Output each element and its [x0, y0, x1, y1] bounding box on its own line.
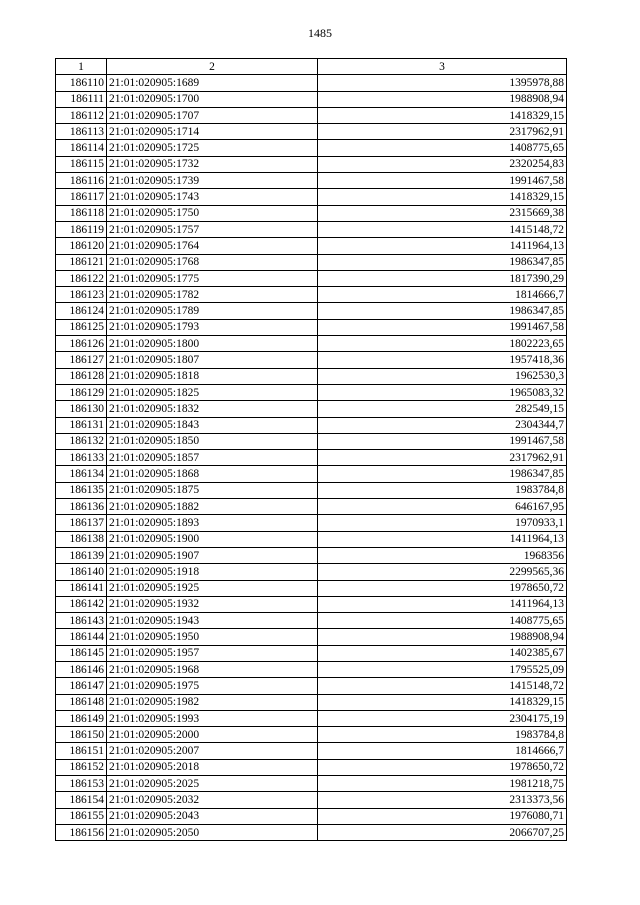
- row-number-cell: 186111: [56, 91, 107, 107]
- row-number-cell: 186115: [56, 156, 107, 172]
- value-cell: 1968356: [318, 547, 567, 563]
- row-number-cell: 186130: [56, 401, 107, 417]
- row-number-cell: 186121: [56, 254, 107, 270]
- row-number-cell: 186141: [56, 580, 107, 596]
- header-row: [56, 59, 567, 75]
- cadastral-number-cell: 21:01:020905:1982: [107, 694, 318, 710]
- cadastral-number-cell: 21:01:020905:1700: [107, 91, 318, 107]
- value-cell: 1983784,8: [318, 727, 567, 743]
- cadastral-number-cell: 21:01:020905:1975: [107, 678, 318, 694]
- value-cell: 282549,15: [318, 401, 567, 417]
- row-number-cell: 186132: [56, 433, 107, 449]
- value-cell: 1962530,3: [318, 368, 567, 384]
- table-row: [56, 564, 567, 580]
- value-cell: 1411964,13: [318, 596, 567, 612]
- cadastral-number-cell: 21:01:020905:1893: [107, 515, 318, 531]
- cadastral-number-cell: 21:01:020905:1882: [107, 499, 318, 515]
- cadastral-number-cell: 21:01:020905:1932: [107, 596, 318, 612]
- table-row: [56, 710, 567, 726]
- cadastral-number-cell: 21:01:020905:1775: [107, 270, 318, 286]
- cadastral-number-cell: 21:01:020905:1764: [107, 238, 318, 254]
- value-cell: 1402385,67: [318, 645, 567, 661]
- value-cell: 1981218,75: [318, 776, 567, 792]
- value-cell: 1418329,15: [318, 189, 567, 205]
- row-number-cell: 186110: [56, 75, 107, 91]
- cadastral-number-cell: 21:01:020905:1832: [107, 401, 318, 417]
- value-cell: 1408775,65: [318, 613, 567, 629]
- table-row: [56, 368, 567, 384]
- table-row: [56, 352, 567, 368]
- table-row: [56, 596, 567, 612]
- value-cell: 2320254,83: [318, 156, 567, 172]
- row-number-cell: 186144: [56, 629, 107, 645]
- table-row: [56, 319, 567, 335]
- cadastral-number-cell: 21:01:020905:1925: [107, 580, 318, 596]
- table-row: [56, 531, 567, 547]
- value-cell: 1986347,85: [318, 254, 567, 270]
- table-header: [56, 59, 567, 75]
- table-row: [56, 124, 567, 140]
- value-cell: 2315669,38: [318, 205, 567, 221]
- column-header-1: 1: [56, 59, 107, 75]
- table-row: [56, 466, 567, 482]
- value-cell: 1983784,8: [318, 482, 567, 498]
- row-number-cell: 186137: [56, 515, 107, 531]
- table-row: [56, 515, 567, 531]
- table-row: [56, 107, 567, 123]
- cadastral-number-cell: 21:01:020905:2050: [107, 824, 318, 840]
- row-number-cell: 186136: [56, 499, 107, 515]
- row-number-cell: 186129: [56, 384, 107, 400]
- value-cell: 1408775,65: [318, 140, 567, 156]
- column-header-2: 2: [107, 59, 318, 75]
- cadastral-number-cell: 21:01:020905:1793: [107, 319, 318, 335]
- cadastral-number-cell: 21:01:020905:1843: [107, 417, 318, 433]
- table-row: [56, 254, 567, 270]
- table-row: [56, 91, 567, 107]
- table-row: [56, 401, 567, 417]
- table-row: [56, 678, 567, 694]
- table-row: [56, 694, 567, 710]
- cadastral-number-cell: 21:01:020905:1732: [107, 156, 318, 172]
- cadastral-number-cell: 21:01:020905:1725: [107, 140, 318, 156]
- row-number-cell: 186126: [56, 336, 107, 352]
- row-number-cell: 186112: [56, 107, 107, 123]
- row-number-cell: 186125: [56, 319, 107, 335]
- value-cell: 2313373,56: [318, 792, 567, 808]
- value-cell: 1817390,29: [318, 270, 567, 286]
- table-row: [56, 433, 567, 449]
- cadastral-number-cell: 21:01:020905:1900: [107, 531, 318, 547]
- row-number-cell: 186147: [56, 678, 107, 694]
- value-cell: 1418329,15: [318, 694, 567, 710]
- cadastral-number-cell: 21:01:020905:1782: [107, 287, 318, 303]
- value-cell: 1991467,58: [318, 173, 567, 189]
- row-number-cell: 186154: [56, 792, 107, 808]
- table-row: [56, 238, 567, 254]
- cadastral-number-cell: 21:01:020905:2043: [107, 808, 318, 824]
- cadastral-number-cell: 21:01:020905:1800: [107, 336, 318, 352]
- row-number-cell: 186114: [56, 140, 107, 156]
- value-cell: 2066707,25: [318, 824, 567, 840]
- table-row: [56, 808, 567, 824]
- cadastral-number-cell: 21:01:020905:1750: [107, 205, 318, 221]
- cadastral-number-cell: 21:01:020905:1743: [107, 189, 318, 205]
- table-row: [56, 156, 567, 172]
- value-cell: 2299565,36: [318, 564, 567, 580]
- cadastral-number-cell: 21:01:020905:1968: [107, 661, 318, 677]
- table-row: [56, 613, 567, 629]
- table-row: [56, 384, 567, 400]
- table-row: [56, 482, 567, 498]
- cadastral-number-cell: 21:01:020905:1957: [107, 645, 318, 661]
- value-cell: 2317962,91: [318, 124, 567, 140]
- value-cell: 1415148,72: [318, 221, 567, 237]
- table-row: [56, 189, 567, 205]
- value-cell: 1411964,13: [318, 238, 567, 254]
- value-cell: 1988908,94: [318, 91, 567, 107]
- value-cell: 1957418,36: [318, 352, 567, 368]
- cadastral-number-cell: 21:01:020905:1757: [107, 221, 318, 237]
- row-number-cell: 186149: [56, 710, 107, 726]
- value-cell: 1415148,72: [318, 678, 567, 694]
- row-number-cell: 186140: [56, 564, 107, 580]
- table-row: [56, 303, 567, 319]
- value-cell: 1986347,85: [318, 466, 567, 482]
- row-number-cell: 186124: [56, 303, 107, 319]
- value-cell: 1411964,13: [318, 531, 567, 547]
- cadastral-number-cell: 21:01:020905:2007: [107, 743, 318, 759]
- value-cell: 1976080,71: [318, 808, 567, 824]
- row-number-cell: 186143: [56, 613, 107, 629]
- value-cell: 1418329,15: [318, 107, 567, 123]
- row-number-cell: 186146: [56, 661, 107, 677]
- cadastral-number-cell: 21:01:020905:1768: [107, 254, 318, 270]
- row-number-cell: 186131: [56, 417, 107, 433]
- value-cell: 1802223,65: [318, 336, 567, 352]
- table-row: [56, 205, 567, 221]
- cadastral-number-cell: 21:01:020905:1943: [107, 613, 318, 629]
- cadastral-number-cell: 21:01:020905:1739: [107, 173, 318, 189]
- page-number: 1485: [308, 26, 332, 40]
- row-number-cell: 186145: [56, 645, 107, 661]
- table-row: [56, 661, 567, 677]
- table-row: [56, 547, 567, 563]
- cadastral-number-cell: 21:01:020905:1850: [107, 433, 318, 449]
- value-cell: 1991467,58: [318, 433, 567, 449]
- cadastral-number-cell: 21:01:020905:1818: [107, 368, 318, 384]
- cadastral-number-cell: 21:01:020905:1907: [107, 547, 318, 563]
- value-cell: 1986347,85: [318, 303, 567, 319]
- row-number-cell: 186122: [56, 270, 107, 286]
- value-cell: 1395978,88: [318, 75, 567, 91]
- table-row: [56, 629, 567, 645]
- value-cell: 2304344,7: [318, 417, 567, 433]
- cadastral-number-cell: 21:01:020905:1825: [107, 384, 318, 400]
- value-cell: 1795525,09: [318, 661, 567, 677]
- table-body: [56, 75, 567, 841]
- row-number-cell: 186151: [56, 743, 107, 759]
- cadastral-number-cell: 21:01:020905:1707: [107, 107, 318, 123]
- cadastral-number-cell: 21:01:020905:2000: [107, 727, 318, 743]
- table-row: [56, 270, 567, 286]
- value-cell: 1814666,7: [318, 743, 567, 759]
- table-row: [56, 727, 567, 743]
- table-row: [56, 173, 567, 189]
- table-row: [56, 792, 567, 808]
- row-number-cell: 186127: [56, 352, 107, 368]
- cadastral-number-cell: 21:01:020905:1714: [107, 124, 318, 140]
- value-cell: 1814666,7: [318, 287, 567, 303]
- value-cell: 1978650,72: [318, 759, 567, 775]
- value-cell: 1991467,58: [318, 319, 567, 335]
- table-row: [56, 140, 567, 156]
- register-table: [55, 58, 567, 841]
- value-cell: 1978650,72: [318, 580, 567, 596]
- row-number-cell: 186142: [56, 596, 107, 612]
- row-number-cell: 186120: [56, 238, 107, 254]
- row-number-cell: 186152: [56, 759, 107, 775]
- row-number-cell: 186123: [56, 287, 107, 303]
- table-row: [56, 580, 567, 596]
- cadastral-number-cell: 21:01:020905:2025: [107, 776, 318, 792]
- row-number-cell: 186139: [56, 547, 107, 563]
- row-number-cell: 186148: [56, 694, 107, 710]
- cadastral-number-cell: 21:01:020905:2018: [107, 759, 318, 775]
- cadastral-number-cell: 21:01:020905:1807: [107, 352, 318, 368]
- value-cell: 2317962,91: [318, 450, 567, 466]
- row-number-cell: 186133: [56, 450, 107, 466]
- cadastral-number-cell: 21:01:020905:1950: [107, 629, 318, 645]
- cadastral-number-cell: 21:01:020905:1857: [107, 450, 318, 466]
- table-row: [56, 450, 567, 466]
- value-cell: 1988908,94: [318, 629, 567, 645]
- cadastral-number-cell: 21:01:020905:1789: [107, 303, 318, 319]
- row-number-cell: 186119: [56, 221, 107, 237]
- row-number-cell: 186118: [56, 205, 107, 221]
- table-row: [56, 759, 567, 775]
- row-number-cell: 186156: [56, 824, 107, 840]
- table-row: [56, 221, 567, 237]
- value-cell: 646167,95: [318, 499, 567, 515]
- value-cell: 1970933,1: [318, 515, 567, 531]
- table-row: [56, 499, 567, 515]
- cadastral-number-cell: 21:01:020905:1875: [107, 482, 318, 498]
- cadastral-number-cell: 21:01:020905:1868: [107, 466, 318, 482]
- row-number-cell: 186138: [56, 531, 107, 547]
- table-row: [56, 287, 567, 303]
- value-cell: 2304175,19: [318, 710, 567, 726]
- cadastral-number-cell: 21:01:020905:1918: [107, 564, 318, 580]
- table-row: [56, 776, 567, 792]
- cadastral-number-cell: 21:01:020905:2032: [107, 792, 318, 808]
- value-cell: 1965083,32: [318, 384, 567, 400]
- row-number-cell: 186128: [56, 368, 107, 384]
- table-row: [56, 336, 567, 352]
- cadastral-number-cell: 21:01:020905:1689: [107, 75, 318, 91]
- table-row: [56, 824, 567, 840]
- row-number-cell: 186155: [56, 808, 107, 824]
- table-row: [56, 75, 567, 91]
- row-number-cell: 186135: [56, 482, 107, 498]
- row-number-cell: 186116: [56, 173, 107, 189]
- row-number-cell: 186150: [56, 727, 107, 743]
- table-row: [56, 743, 567, 759]
- row-number-cell: 186153: [56, 776, 107, 792]
- row-number-cell: 186117: [56, 189, 107, 205]
- column-header-3: 3: [318, 59, 567, 75]
- table-row: [56, 645, 567, 661]
- table-row: [56, 417, 567, 433]
- row-number-cell: 186113: [56, 124, 107, 140]
- row-number-cell: 186134: [56, 466, 107, 482]
- cadastral-number-cell: 21:01:020905:1993: [107, 710, 318, 726]
